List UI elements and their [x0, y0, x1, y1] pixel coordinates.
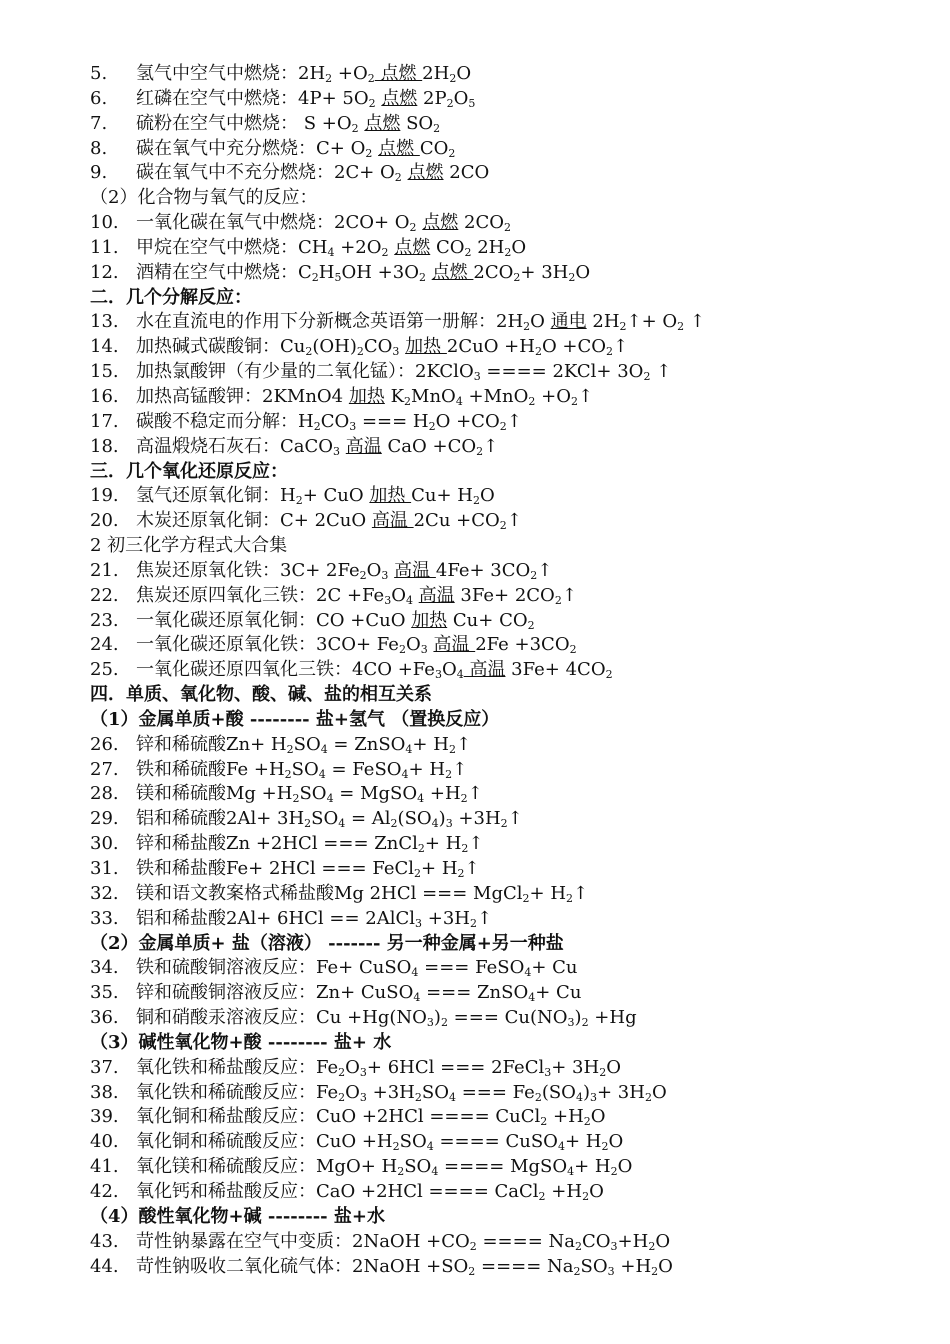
subscript: 4	[320, 742, 328, 756]
subscript: 4	[326, 792, 334, 806]
equation-line	[90, 509, 930, 534]
equation-line	[90, 907, 930, 932]
equation-line	[90, 1056, 930, 1081]
subscript: 4	[405, 593, 413, 607]
subscript: 2	[428, 419, 436, 433]
equation-line	[90, 1155, 930, 1180]
subsection-heading: （3）碱性氧化物+酸 -------- 盐+ 水	[90, 1031, 392, 1053]
equation-text: 铝和稀盐酸2Al+ 6HCl == 2AlCl$_3$ $+3H_2↑$	[136, 907, 493, 930]
equation-text: 碳酸不稳定而分解：$H_2CO_3$ === $H_2O$ $+CO_2↑$	[136, 410, 522, 433]
subscript: 3	[384, 593, 392, 607]
subscript: 3	[359, 1090, 367, 1104]
equation-number: 15.	[90, 361, 119, 383]
subscript: 2	[284, 767, 292, 781]
subscript: 2	[527, 618, 535, 632]
reaction-condition: 高温	[418, 584, 455, 606]
subscript: 2	[292, 792, 300, 806]
subscript: 2	[606, 345, 614, 359]
subscript: 2	[338, 1065, 346, 1079]
subscript: 2	[295, 494, 303, 508]
subscript: 4	[431, 817, 439, 831]
equation-line	[90, 261, 930, 286]
equation-line	[90, 1081, 930, 1106]
equation-line	[90, 112, 930, 137]
subscript: 2	[381, 245, 389, 259]
subscript: 2	[503, 221, 511, 235]
equation-number: 43.	[90, 1230, 119, 1252]
subscript: 3	[426, 1016, 434, 1030]
equation-number: 41.	[90, 1156, 119, 1178]
equation-line	[90, 782, 930, 807]
reaction-condition: 点燃	[407, 162, 444, 184]
subscript: 2	[534, 345, 542, 359]
subscript: 4	[327, 245, 335, 259]
subscript: 2	[583, 1115, 591, 1129]
subscript: 2	[446, 96, 454, 110]
subscript: 2	[538, 1189, 546, 1203]
equation-line	[90, 807, 930, 832]
equation-number: 22.	[90, 584, 119, 606]
equation-text: 加热碱式碳酸铜：$Cu_2(OH)_2CO_3$ 加热 $2CuO +H_2O$ $+CO_2↑$	[136, 336, 629, 359]
subscript: 2	[397, 1165, 405, 1179]
equation-text: 甲烷在空气中燃烧：$CH_4 +2O_2$ 点燃 $CO_2$ $2H_2O$	[136, 236, 527, 259]
subscript: 2	[404, 394, 412, 408]
equation-text: 氧化铁和稀盐酸反应：$Fe_2O_3+ 6HCl$ === 2FeCl$_3$+ $3H_2O$	[136, 1056, 621, 1079]
equation-number: 23.	[90, 609, 119, 631]
reaction-condition: 点燃	[422, 212, 459, 234]
equation-text: 镁和语文教案格式稀盐酸Mg 2HCl === MgCl$_2$+ $H_2↑$	[136, 882, 589, 905]
subscript: 2	[528, 394, 536, 408]
subsection-heading: （1）金属单质+酸 -------- 盐+氢气 （置换反应）	[90, 708, 500, 730]
subscript: 2	[414, 867, 422, 880]
document-page	[90, 62, 930, 1279]
equation-number: 37.	[90, 1056, 119, 1078]
equation-line	[90, 410, 930, 435]
subscript: 2	[457, 867, 465, 880]
subscript: 2	[338, 1090, 346, 1104]
subscript: 3	[445, 817, 453, 831]
reaction-condition: 高温	[371, 510, 414, 532]
equation-number: 39.	[90, 1106, 119, 1128]
equation-number: 16.	[90, 385, 119, 407]
subscript: 4	[411, 966, 419, 980]
subscript: 2	[599, 1065, 607, 1079]
subscript: 2	[448, 146, 456, 160]
section-heading: 三．几个氧化还原反应：	[90, 460, 288, 482]
subscript: 2	[523, 320, 531, 334]
subscript: 2	[368, 96, 376, 110]
equation-line	[90, 484, 930, 509]
subscript: 2	[449, 72, 457, 85]
equation-number: 29.	[90, 808, 119, 830]
equation-text: 锌和稀盐酸Zn +2HCl === ZnCl$_2$+ $H_2↑$	[136, 833, 484, 856]
equation-line	[90, 609, 930, 634]
equation-text: 硫粉在空气中燃烧： $S +O_2$ 点燃 $SO_2$	[136, 112, 441, 135]
reaction-condition: 高温	[345, 435, 382, 457]
equation-text: 氢气还原氧化铜：$H_2+$ CuO 加热 $Cu+ H_2O$	[136, 485, 495, 508]
subscript: 2	[677, 320, 685, 334]
equation-text: 铝和稀硫酸$2Al+ 3H_2SO_4 = Al_2(SO_4)_3$ $+3H_2↑$	[136, 808, 523, 831]
subscript: 4	[528, 991, 536, 1005]
equation-text: 氧化铜和稀硫酸反应：CuO $+H_2SO_4$ ==== CuSO$_4$+ $H_2O$	[136, 1131, 624, 1154]
equation-line	[90, 956, 930, 981]
equation-line	[90, 1180, 930, 1205]
subscript: 4	[448, 1090, 456, 1104]
subscript: 2	[398, 643, 406, 657]
subscript: 2	[313, 419, 321, 433]
equation-number: 11.	[90, 236, 119, 258]
reaction-condition: 高温	[463, 659, 506, 681]
reaction-condition: 通电	[550, 311, 587, 333]
subscript: 2	[534, 1090, 542, 1104]
subscript: 2	[367, 72, 375, 85]
equation-text: 碳在氧气中充分燃烧：$C+ O_2$ 点燃 $CO_2$	[136, 137, 456, 160]
subscript: 2	[445, 767, 453, 781]
equation-number: 21.	[90, 559, 119, 581]
subsection-heading: （4）酸性氧化物+碱 -------- 盐+水	[90, 1205, 385, 1227]
equation-text: 碳在氧气中不充分燃烧：$2C+ O_2$ 点燃 2CO	[136, 162, 490, 185]
subscript: 2	[470, 916, 477, 930]
equation-line	[90, 882, 930, 907]
reaction-condition: 高温	[433, 634, 476, 656]
subscript: 2	[601, 1140, 609, 1154]
subscript: 4	[456, 668, 464, 682]
subscript: 2	[530, 568, 538, 582]
equation-text: 铁和稀盐酸Fe+ 2HCl === FeCl$_2$+ $H_2↑$	[136, 858, 480, 880]
subscript: 2	[504, 245, 512, 259]
equation-line	[90, 1130, 930, 1155]
subscript: 2	[359, 568, 367, 582]
subscript: 2	[392, 1140, 400, 1154]
equation-line	[90, 1006, 930, 1031]
equation-text: 苛性钠吸收二氧化硫气体：2NaOH $+SO_2$ ==== $Na_2SO_3 +H_2O$	[136, 1255, 673, 1278]
reaction-condition: 点燃	[394, 236, 431, 258]
equation-line	[90, 857, 930, 882]
equation-number: 17.	[90, 410, 119, 432]
reaction-condition: 点燃	[374, 63, 423, 84]
equation-number: 10.	[90, 212, 119, 234]
subscript: 4	[417, 792, 425, 806]
subscript: 2	[581, 1016, 589, 1030]
equation-line	[90, 981, 930, 1006]
equation-line	[90, 360, 930, 385]
equation-number: 24.	[90, 634, 119, 656]
equation-text: 氧化铁和稀硫酸反应：$Fe_2O_3 +3H_2SO_4$ === $Fe_2(SO_4)_3+ 3H_2O$	[136, 1081, 667, 1104]
subscript: 3	[333, 444, 341, 458]
equation-text: 氧化钙和稀盐酸反应：CaO +2HCl ==== CaCl$_2$ $+H_2O$	[136, 1180, 604, 1203]
equation-number: 33.	[90, 907, 119, 929]
subscript: 4	[405, 742, 413, 756]
subscript: 2	[570, 394, 578, 408]
equation-number: 30.	[90, 833, 119, 855]
equation-number: 26.	[90, 733, 119, 755]
equation-line	[90, 211, 930, 236]
equation-number: 44.	[90, 1255, 119, 1277]
subscript: 4	[524, 966, 532, 980]
subscript: 2	[325, 72, 333, 85]
subscript: 2	[499, 519, 507, 533]
equation-line	[90, 758, 930, 783]
equation-number: 6.	[90, 87, 108, 109]
equation-text: 氧化铜和稀盐酸反应：CuO +2HCl ==== CuCl$_2$ $+H_2O$	[136, 1106, 606, 1129]
equation-line	[90, 1230, 930, 1255]
equation-number: 32.	[90, 882, 119, 904]
subscript: 2	[394, 171, 402, 185]
equation-line	[90, 236, 930, 261]
equation-text: 铁和稀硫酸$Fe +H_2SO_4$ = FeSO$_4$+ $H_2↑$	[136, 758, 468, 781]
subscript: 4	[413, 991, 421, 1005]
equation-number: 18.	[90, 435, 119, 457]
subscript: 3	[420, 643, 428, 657]
subscript: 3	[392, 345, 400, 359]
subscript: 2	[513, 270, 521, 284]
subscript: 2	[464, 245, 472, 259]
subscript: 2	[461, 842, 469, 856]
equation-line	[90, 87, 930, 112]
subscript: 3	[607, 1264, 615, 1278]
equation-line	[90, 62, 930, 87]
section-heading: 二．几个分解反应：	[90, 286, 252, 308]
equation-text: 氧化镁和稀硫酸反应：$MgO+ H_2SO_4$ ==== MgSO$_4$+ $H_2O$	[136, 1156, 633, 1179]
subscript: 2	[448, 742, 456, 756]
subscript: 2	[643, 370, 651, 384]
equation-text: 水在直流电的作用下分新概念英语第一册解：$2H_2O$ 通电 $2H_2↑+ O_2$ ↑	[136, 311, 705, 334]
subscript: 3	[434, 668, 442, 682]
subsection-heading: （2）金属单质+ 盐（溶液） ------- 另一种金属+另一种盐	[90, 932, 564, 954]
equation-number: 36.	[90, 1007, 119, 1029]
equation-line	[90, 633, 930, 658]
equation-line	[90, 733, 930, 758]
equation-number: 34.	[90, 957, 119, 979]
equation-number: 25.	[90, 659, 119, 681]
subscript: 2	[554, 593, 562, 607]
equation-number: 28.	[90, 783, 119, 805]
equation-text: 氢气中空气中燃烧：$2H_2 +O_2$ 点燃 $2H_2O$	[136, 63, 472, 85]
equation-text: 酒精在空气中燃烧：$C_2H_5OH +3O_2$ 点燃 $2CO_2+ 3H_2O$	[136, 261, 591, 284]
equation-text: 锌和稀硫酸$Zn+ H_2SO_4$ = ZnSO$_4$+ $H_2↑$	[136, 733, 472, 756]
equation-line	[90, 1105, 930, 1130]
subscript: 2	[356, 345, 364, 359]
subscript: 3	[381, 568, 389, 582]
section-heading: 四．单质、氧化物、酸、碱、盐的相互关系	[90, 684, 432, 706]
subscript: 2	[499, 419, 507, 433]
subscript: 2	[286, 742, 294, 756]
equation-number: 38.	[90, 1081, 119, 1103]
reaction-condition: 点燃	[364, 112, 401, 134]
subscript: 2	[390, 817, 398, 831]
subscript: 2	[304, 817, 312, 831]
subscript: 4	[455, 394, 463, 408]
subscript: 3	[473, 370, 481, 384]
equation-number: 14.	[90, 336, 119, 358]
subscript: 4	[338, 817, 346, 831]
equation-line	[90, 658, 930, 683]
equation-line	[90, 385, 930, 410]
equation-number: 7.	[90, 112, 108, 134]
equation-text: 红磷在空气中燃烧：$4P+ 5O_2$ 点燃 $2P_2O_5$	[136, 87, 476, 110]
text-line: （2）化合物与氧气的反应：	[90, 187, 318, 209]
subscript: 2	[460, 792, 468, 806]
equation-line	[90, 137, 930, 162]
equation-text: 加热氯酸钾（有少量的二氧化锰）：2KClO$_3$ ==== $2KCl+ 3O_2$ ↑	[136, 361, 672, 384]
equation-line	[90, 335, 930, 360]
subscript: 3	[610, 1239, 618, 1253]
subscript: 5	[468, 96, 476, 110]
reaction-condition: 加热	[405, 336, 447, 358]
equation-line	[90, 435, 930, 460]
subscript: 2	[573, 1264, 581, 1278]
equation-text: 镁和稀硫酸$Mg +H_2SO_4$ = MgSO$_4$ $+H_2↑$	[136, 783, 483, 806]
subscript: 2	[500, 817, 508, 831]
subscript: 2	[605, 668, 613, 682]
subscript: 4	[575, 1090, 583, 1104]
subscript: 2	[522, 891, 530, 905]
equation-line	[90, 559, 930, 584]
equation-number: 40.	[90, 1131, 119, 1153]
subscript: 4	[318, 767, 326, 781]
equation-line	[90, 1255, 930, 1280]
subscript: 2	[469, 1239, 477, 1253]
subscript: 3	[349, 419, 357, 433]
subscript: 2	[540, 1115, 548, 1129]
equation-number: 42.	[90, 1180, 119, 1202]
equation-number: 5.	[90, 63, 108, 84]
subscript: 2	[311, 270, 319, 284]
equation-text: 高温煅烧石灰石：CaCO$_3$ 高温 CaO $+CO_2↑$	[136, 435, 499, 458]
reaction-condition: 加热	[369, 485, 412, 507]
reaction-condition: 点燃	[378, 137, 420, 159]
subscript: 2	[568, 270, 576, 284]
subscript: 3	[567, 1016, 575, 1030]
equation-text: 铁和硫酸铜溶液反应：Fe+ CuSO$_4$ === FeSO$_4$+ Cu	[136, 957, 578, 980]
subscript: 2	[575, 1239, 582, 1253]
equation-text: 焦炭还原氧化铁：$3C+ 2Fe_2O_3$ 高温 $4Fe+ 3CO_2↑$	[136, 559, 553, 582]
subscript: 4	[401, 767, 409, 781]
subscript: 2	[644, 1090, 652, 1104]
equation-text: 一氧化碳还原氧化铁：$3CO+ Fe_2O_3$ 高温 $2Fe +3CO_2$	[136, 634, 577, 657]
equation-text: 一氧化碳还原氧化铜：CO +CuO 加热 $Cu+ CO_2$	[136, 609, 535, 632]
reaction-condition: 加热	[411, 609, 448, 631]
equation-number: 27.	[90, 758, 119, 780]
equation-text: 加热高锰酸钾：2KMnO4 加热 $K_2MnO_4 +MnO_2$ $+O_2↑$	[136, 385, 594, 408]
reaction-condition: 加热	[348, 385, 385, 407]
equation-number: 35.	[90, 982, 119, 1004]
subscript: 2	[582, 1189, 590, 1203]
subscript: 4	[431, 1165, 439, 1179]
reaction-condition: 点燃	[431, 261, 474, 283]
subscript: 2	[619, 320, 627, 334]
equation-number: 13.	[90, 311, 119, 333]
equation-number: 12.	[90, 261, 119, 283]
subscript: 2	[305, 345, 313, 359]
subscript: 2	[472, 494, 480, 508]
subscript: 2	[351, 121, 359, 135]
subscript: 2	[610, 1165, 618, 1179]
subscript: 5	[334, 270, 342, 284]
subscript: 3	[359, 1065, 367, 1079]
equation-number: 8.	[90, 137, 108, 159]
subscript: 4	[426, 1140, 434, 1154]
subscript: 2	[651, 1264, 659, 1278]
subscript: 4	[567, 1165, 575, 1179]
equation-number: 19.	[90, 485, 119, 507]
equation-number: 31.	[90, 858, 119, 879]
equation-text: 一氧化碳还原四氧化三铁：$4CO +Fe_3O_4$ 高温 $3Fe+ 4CO_2$	[136, 659, 613, 682]
equation-line	[90, 832, 930, 857]
subscript: 2	[468, 1264, 476, 1278]
equation-number: 20.	[90, 510, 119, 532]
equation-line	[90, 161, 930, 186]
subscript: 2	[440, 1016, 448, 1030]
subscript: 4	[557, 1140, 565, 1154]
equation-text: 锌和硫酸铜溶液反应：Zn+ CuSO$_4$ === ZnSO$_4$+ Cu	[136, 982, 582, 1005]
equation-number: 9.	[90, 162, 108, 184]
equation-text: 焦炭还原四氧化三铁：$2C +Fe_3O_4$ 高温 $3Fe+ 2CO_2↑$	[136, 584, 577, 607]
subscript: 2	[566, 891, 574, 905]
subscript: 3	[415, 916, 423, 930]
subscript: 2	[569, 643, 577, 657]
subscript: 2	[409, 221, 417, 235]
subscript: 2	[648, 1239, 656, 1253]
equation-text: 一氧化碳在氧气中燃烧：$2CO+ O_2$ 点燃 $2CO_2$	[136, 212, 511, 235]
equation-line	[90, 310, 930, 335]
subscript: 2	[418, 270, 426, 284]
subscript: 2	[433, 121, 441, 135]
subscript: 3	[544, 1065, 552, 1079]
equation-text: 木炭还原氧化铜：C+ 2CuO 高温 $2Cu +CO_2↑$	[136, 510, 522, 533]
equation-text: 铜和硝酸汞溶液反应：$Cu +Hg(NO_3)_2$ === $Cu(NO_3)_2 +Hg$	[136, 1007, 637, 1030]
subscript: 2	[414, 1090, 422, 1104]
subscript: 2	[365, 146, 373, 160]
text-line: 2 初三化学方程式大合集	[90, 535, 288, 557]
reaction-condition: 点燃	[381, 87, 418, 109]
reaction-condition: 高温	[394, 559, 436, 581]
subscript: 3	[589, 1090, 597, 1104]
equation-line	[90, 584, 930, 609]
subscript: 2	[417, 842, 425, 856]
equation-text: 苛性钠暴露在空气中变质：2NaOH $+CO_2$ ==== $Na_2CO_3+H_2O$	[136, 1230, 671, 1253]
subscript: 2	[476, 444, 484, 458]
